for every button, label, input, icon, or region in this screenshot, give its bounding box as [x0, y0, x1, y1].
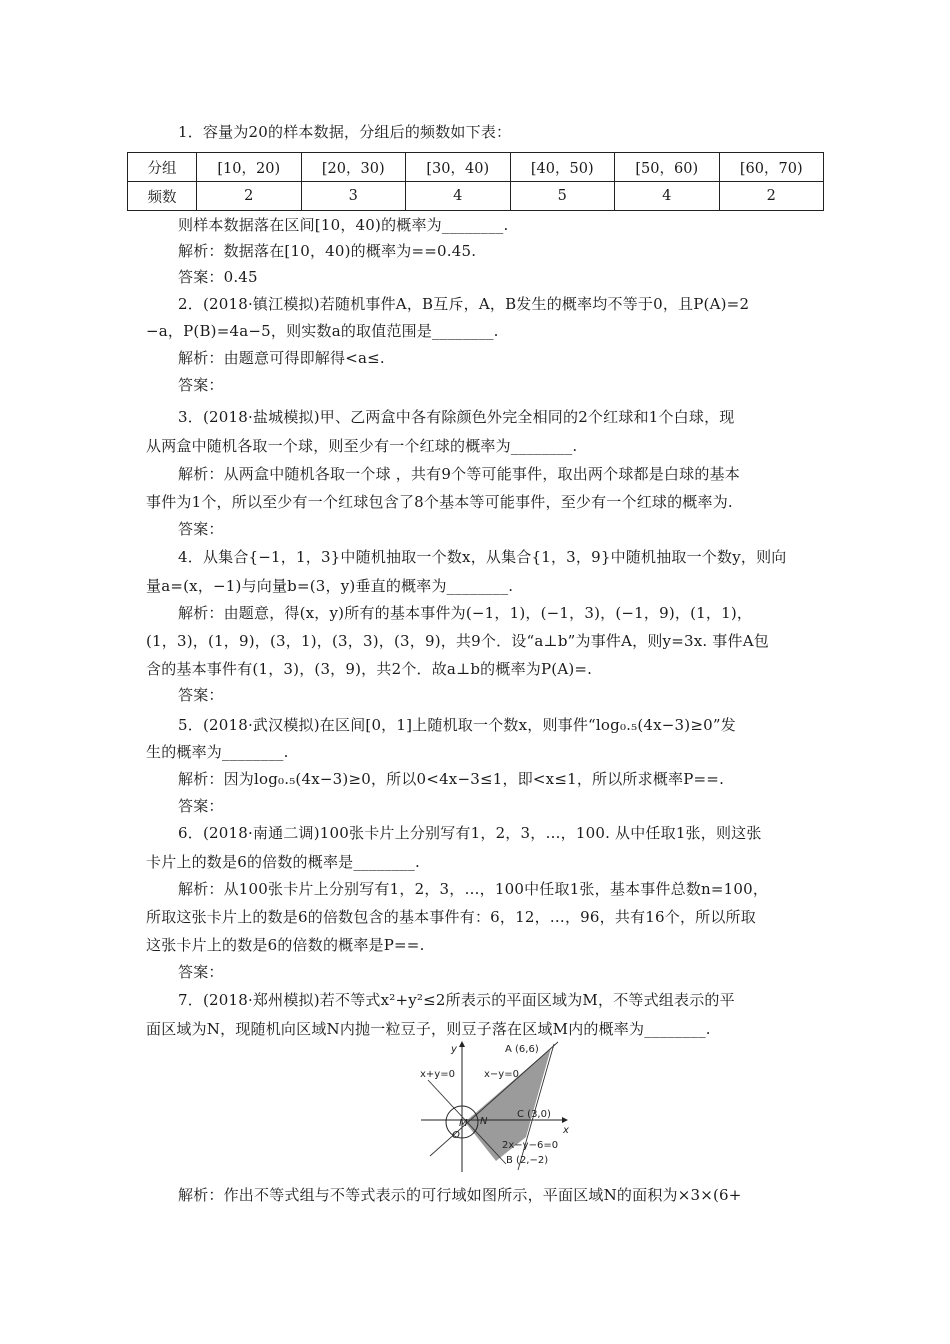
q4-analysis-3: 含的基本事件有(1，3)，(3，9)，共2个．故a⊥b的概率为P(A)=. — [146, 660, 593, 678]
q3-analysis-1: 解析：从两盒中随机各取一个球 ，共有9个等可能事件，取出两个球都是白球的基本 — [178, 465, 740, 483]
label-c: C (3,0) — [517, 1109, 551, 1120]
region-diagram — [418, 1040, 572, 1175]
q7-analysis: 解析：作出不等式组与不等式表示的可行域如图所示，平面区域N的面积为×3×(6+ — [178, 1186, 742, 1204]
q5-line1: 5．(2018·武汉模拟)在区间[0，1]上随机取一个数x，则事件“log₀.₅(4x−3)≥0”发 — [178, 716, 736, 734]
q3-analysis-2: 事件为1个，所以至少有一个红球包含了8个基本等可能事件，至少有一个红球的概率为. — [146, 493, 733, 511]
table-header-group: 分组 — [128, 153, 197, 182]
label-o: O — [452, 1130, 460, 1141]
q1-question: 则样本数据落在区间[10，40)的概率为________. — [178, 216, 509, 234]
q4-answer: 答案： — [178, 686, 224, 704]
label-n: N — [480, 1116, 488, 1127]
table-cell-freq: 5 — [510, 182, 615, 211]
q2-answer: 答案： — [178, 376, 224, 394]
label-line-2x: 2x−y−6=0 — [502, 1140, 559, 1151]
q6-answer: 答案： — [178, 963, 224, 981]
q6-analysis-3: 这张卡片上的数是6的倍数的概率是P==. — [146, 936, 425, 954]
table-cell-freq: 4 — [615, 182, 720, 211]
table-cell-group: [20，30) — [301, 153, 406, 182]
label-x: x — [563, 1125, 569, 1136]
q5-analysis: 解析：因为log₀.₅(4x−3)≥0，所以0<4x−3≤1，即<x≤1，所以所求概率P==. — [178, 770, 725, 788]
q6-analysis-1: 解析：从100张卡片上分别写有1，2，3，…，100中任取1张，基本事件总数n=100， — [178, 880, 769, 898]
q3-answer: 答案： — [178, 520, 224, 538]
table-cell-freq: 4 — [406, 182, 511, 211]
q2-line2: −a，P(B)=4a−5，则实数a的取值范围是________. — [146, 322, 499, 340]
q2-analysis: 解析：由题意可得即解得<a≤. — [178, 349, 385, 367]
q4-analysis-1: 解析：由题意，得(x，y)所有的基本事件为(−1，1)，(−1，3)，(−1，9)，(1，1)， — [178, 604, 753, 622]
q4-analysis-2: (1，3)，(1，9)，(3，1)，(3，3)，(3，9)，共9个．设“a⊥b”为事件A，则y=3x. 事件A包 — [146, 632, 769, 650]
q1-answer: 答案：0.45 — [178, 268, 258, 286]
q6-line1: 6．(2018·南通二调)100张卡片上分别写有1，2，3，…，100. 从中任取1张，则这张 — [178, 824, 762, 842]
table-cell-group: [50，60) — [615, 153, 720, 182]
q5-line2: 生的概率为________. — [146, 743, 289, 761]
q6-analysis-2: 所取这张卡片上的数是6的倍数包含的基本事件有：6，12，…，96，共有16个，所以所取 — [146, 908, 756, 926]
q4-line1: 4．从集合{−1，1，3}中随机抽取一个数x，从集合{1，3，9}中随机抽取一个数y，则向 — [178, 548, 787, 566]
label-y: y — [451, 1044, 457, 1055]
q4-line2: 量a=(x，−1)与向量b=(3，y)垂直的概率为________. — [146, 577, 514, 595]
q3-line2: 从两盒中随机各取一个球，则至少有一个红球的概率为________. — [146, 437, 578, 455]
table-cell-freq: 2 — [719, 182, 824, 211]
label-b: B (2,−2) — [506, 1155, 549, 1166]
frequency-table — [127, 152, 824, 211]
label-a: A (6,6) — [505, 1044, 539, 1055]
q1-analysis: 解析：数据落在[10，40)的概率为==0.45. — [178, 242, 477, 260]
table-row-freqs — [128, 182, 824, 211]
label-line-x-plus-y: x+y=0 — [420, 1069, 455, 1080]
label-m: M — [459, 1118, 468, 1129]
q5-answer: 答案： — [178, 797, 224, 815]
q7-line2: 面区域为N，现随机向区域N内抛一粒豆子，则豆子落在区域M内的概率为________. — [146, 1020, 711, 1038]
table-cell-group: [40，50) — [510, 153, 615, 182]
x-axis-arrow — [562, 1117, 568, 1123]
table-cell-group: [10，20) — [197, 153, 302, 182]
table-cell-freq: 2 — [197, 182, 302, 211]
table-row-groups — [128, 153, 824, 182]
q1-stem: 1．容量为20的样本数据，分组后的频数如下表： — [178, 123, 512, 141]
table-cell-group: [30，40) — [406, 153, 511, 182]
table-header-freq: 频数 — [128, 182, 197, 211]
q3-line1: 3．(2018·盐城模拟)甲、乙两盒中各有除颜色外完全相同的2个红球和1个白球，现 — [178, 408, 735, 426]
table-cell-group: [60，70) — [719, 153, 824, 182]
q2-line1: 2．(2018·镇江模拟)若随机事件A，B互斥，A，B发生的概率均不等于0，且P(A)=2 — [178, 295, 750, 313]
table-cell-freq: 3 — [301, 182, 406, 211]
q7-line1: 7．(2018·郑州模拟)若不等式x²+y²≤2所表示的平面区域为M，不等式组表示的平 — [178, 991, 735, 1009]
label-line-x-minus-y: x−y=0 — [484, 1069, 519, 1080]
q6-line2: 卡片上的数是6的倍数的概率是________. — [146, 853, 420, 871]
y-axis-arrow — [459, 1041, 465, 1047]
